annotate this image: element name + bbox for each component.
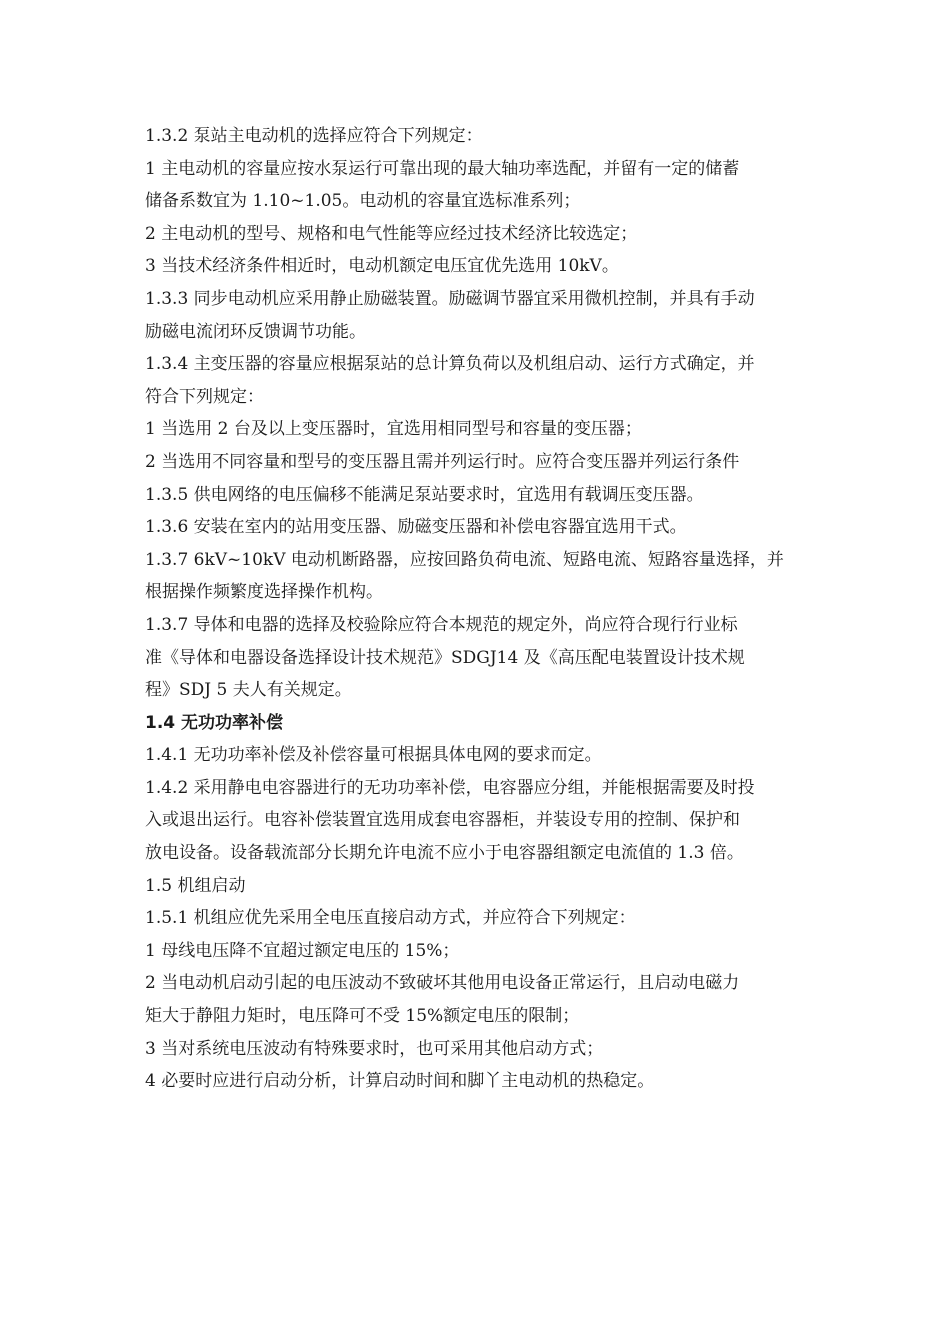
text-line: 1.5.1 机组应优先采用全电压直接启动方式，并应符合下列规定： (145, 908, 636, 929)
text-line: 1.3.7 6kV~10kV 电动机断路器，应按回路负荷电流、短路电流、短路容量选择，并 (145, 549, 784, 570)
text-line: 放电设备。设备载流部分长期允许电流不应小于电容器组额定电流值的 1.3 倍。 (145, 843, 744, 864)
document-body (145, 120, 810, 1098)
text-line: 1.3.3 同步电动机应采用静止励磁装置。励磁调节器宜采用微机控制，并具有手动 (145, 288, 755, 309)
text-line: 3 当对系统电压波动有特殊要求时，也可采用其他启动方式； (145, 1038, 604, 1059)
section-heading: 1.4 无功功率补偿 (145, 712, 284, 733)
text-line: 1.3.6 安装在室内的站用变压器、励磁变压器和补偿电容器宜选用干式。 (145, 517, 687, 538)
text-line: 2 主电动机的型号、规格和电气性能等应经过技术经济比较选定； (145, 223, 638, 244)
text-line: 1.3.4 主变压器的容量应根据泵站的总计算负荷以及机组启动、运行方式确定，并 (145, 354, 755, 375)
text-line: 1.4.1 无功功率补偿及补偿容量可根据具体电网的要求而定。 (145, 745, 602, 766)
text-line: 1.3.7 导体和电器的选择及校验除应符合本规范的规定外，尚应符合现行行业标 (145, 614, 738, 635)
text-line: 2 当电动机启动引起的电压波动不致破坏其他用电设备正常运行，且启动电磁力 (145, 973, 740, 994)
text-line: 2 当选用不同容量和型号的变压器且需并列运行时。应符合变压器并列运行条件 (145, 451, 740, 472)
text-line: 1 当选用 2 台及以上变压器时，宜选用相同型号和容量的变压器； (145, 419, 642, 440)
text-line: 1.3.5 供电网络的电压偏移不能满足泵站要求时，宜选用有载调压变压器。 (145, 484, 704, 505)
text-line: 储备系数宜为 1.10~1.05。电动机的容量宜选标准系列； (145, 191, 581, 212)
text-line: 矩大于静阻力矩时，电压降可不受 15%额定电压的限制； (145, 1006, 580, 1027)
text-line: 符合下列规定： (145, 386, 264, 407)
text-line: 程》SDJ 5 夫人有关规定。 (145, 680, 352, 701)
text-line: 1.4.2 采用静电电容器进行的无功功率补偿，电容器应分组，并能根据需要及时投 (145, 777, 755, 798)
text-line: 励磁电流闭环反馈调节功能。 (145, 321, 366, 342)
text-line: 1 主电动机的容量应按水泵运行可靠出现的最大轴功率选配，并留有一定的储蓄 (145, 158, 740, 179)
text-line: 根据操作频繁度选择操作机构。 (145, 582, 383, 603)
text-line: 1.5 机组启动 (145, 875, 246, 896)
text-line: 3 当技术经济条件相近时，电动机额定电压宜优先选用 10kV。 (145, 256, 619, 277)
text-line: 4 必要时应进行启动分析，计算启动时间和脚丫主电动机的热稳定。 (145, 1071, 655, 1092)
text-line: 1.3.2 泵站主电动机的选择应符合下列规定： (145, 126, 483, 146)
text-line: 准《导体和电器设备选择设计技术规范》SDGJ14 及《高压配电装置设计技术规 (145, 647, 745, 668)
text-line: 入或退出运行。电容补偿装置宜选用成套电容器柜，并装设专用的控制、保护和 (145, 810, 740, 831)
text-line: 1 母线电压降不宜超过额定电压的 15%； (145, 940, 460, 961)
